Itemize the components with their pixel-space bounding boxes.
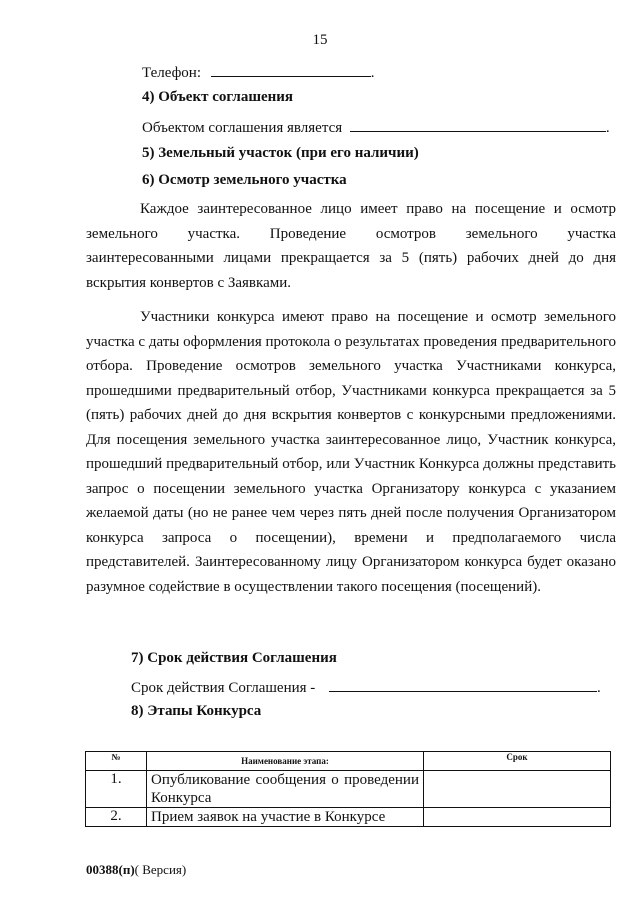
row-number: 2.: [86, 808, 147, 827]
row-term: [424, 771, 611, 808]
col-header-stage: Наименование этапа:: [147, 752, 424, 771]
footer-version: ( Версия): [134, 862, 187, 877]
page-number: 15: [312, 32, 328, 48]
stages-table: [85, 751, 611, 827]
phone-label: Телефон:: [142, 65, 201, 81]
footer-code: 00388(п): [86, 862, 135, 877]
section-4-line: Объектом соглашения является .: [142, 117, 610, 137]
row-term: [424, 808, 611, 827]
section-6-body: [86, 197, 616, 599]
col-header-term: Срок: [424, 752, 611, 771]
section-6-title: 6) Осмотр земельного участка: [142, 172, 347, 188]
footer: [86, 862, 186, 878]
section-6-paragraph-1: Каждое заинтересованное лицо имеет право на посещение и осмотр земельного участка. Проведение осмотров земельного участка заинтересованными лицами прекращается за 5 (пять) рабочих дней до дня вскрытия конвертов с Заявками.: [86, 201, 616, 291]
table-header-row: [86, 752, 611, 771]
table-row: [86, 771, 611, 808]
row-stage-name: Опубликование сообщения о проведении Конкурса: [147, 771, 424, 808]
row-stage-name: Прием заявок на участие в Конкурсе: [147, 808, 424, 827]
table-row: [86, 808, 611, 827]
section-4-text: Объектом соглашения является: [142, 120, 343, 136]
term-blank: [329, 677, 597, 692]
section-4-title: 4) Объект соглашения: [142, 89, 294, 105]
phone-blank: [211, 62, 371, 77]
section-7-line: Срок действия Соглашения - .: [131, 677, 601, 697]
col-header-number: №: [86, 752, 147, 771]
section-6-paragraph-2: Участники конкурса имеют право на посещение и осмотр земельного участка с даты оформления протокола о результатах проведения предварительного отбора. Проведение осмотров земельного участка Участниками конкурса, прошедшими предварительный отбор, Участниками конкурса прекращается за 5 (пять) рабочих дней до дня вскрытия конвертов с конкурсными предложениями. Для посещения земельного участка заинтересованное лицо, Участник конкурса, прошедший предварительный отбор, или Участник Конкурса должны представить запрос о посещении земельного участка Организатору конкурса с указанием желаемой даты (но не ранее чем через пять дней после получения Организатором конкурса запроса о посещении), времени и предполагаемого числа представителей. Заинтересованному лицу Организатором конкурса будет оказано разумное содействие в осуществлении такого посещения (посещений).: [86, 309, 616, 595]
section-7-text: Срок действия Соглашения -: [131, 680, 316, 696]
section-7-title: 7) Срок действия Соглашения: [131, 650, 337, 666]
row-number: 1.: [86, 771, 147, 808]
phone-line: Телефон: .: [142, 62, 375, 82]
section-5-title: 5) Земельный участок (при его наличии): [142, 145, 419, 161]
section-8-title: 8) Этапы Конкурса: [131, 703, 262, 719]
object-blank: [350, 117, 606, 132]
